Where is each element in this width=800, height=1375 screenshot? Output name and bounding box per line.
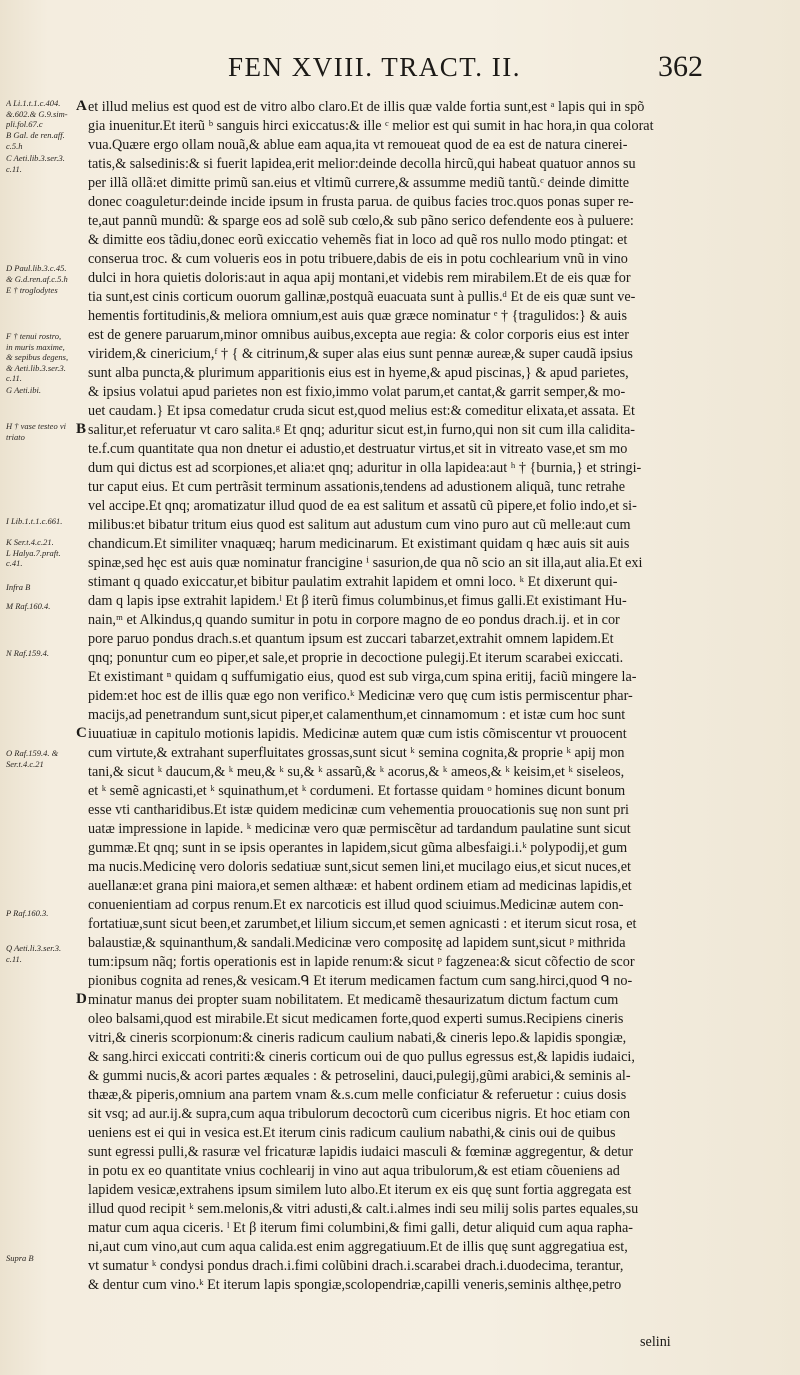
text-line: dam q lapis ipse extrahit lapidem.ˡ Et β iterũ fimus columbinus,et fimus galli.Et existimant Hu- (88, 593, 627, 609)
catchword: selini (640, 1334, 671, 1350)
text-line: tia sunt,est cinis corticum ouorum gallinæ,postquã euacuata sunt à pullis.ᵈ Et de eis quæ sunt ve- (88, 289, 636, 305)
text-line: & ipsius volatui apud parietes non est fixio,immo volat parum,et cantat,& garrit semper,& mo- (88, 384, 626, 400)
section-mark: D (76, 991, 87, 1007)
margin-note: N Raf.159.4. (6, 648, 49, 658)
text-line: uatæ impressione in lapide. ᵏ medicinæ vero quæ permiscẽtur ad tardandum paulatine sunt sicut (88, 821, 631, 837)
text-line: est de genere paruarum,minor omnibus auibus,excepta aue regia: & color corporis eius est inter (88, 327, 629, 343)
text-line: esse vti cantharidibus.Et istæ quidem medicinæ cum vehementia prouocationis suę non sunt pri (88, 802, 629, 818)
text-line: ma nucis.Medicinę vero doloris sedatiuæ sunt,sicut semen lini,et mucilago eius,et sicut nuces,et (88, 859, 631, 875)
text-line: illud quod recipit ᵏ sem.melonis,& vitri adusti,& calt.i.almes indi seu milij solis partes equales,su (88, 1201, 639, 1217)
text-line: fortatiuæ,sunt sicut been,et zarumbet,et lilium siccum,et semen agnicasti : et iterum sicut rosa, et (88, 916, 637, 932)
margin-note: Infra B (6, 582, 31, 592)
text-line: tani,& sicut ᵏ daucum,& ᵏ meu,& ᵏ su,& ᵏ assarũ,& ᵏ acorus,& ᵏ ameos,& ᵏ keisim,et ᵏ siseleos, (88, 764, 625, 780)
text-line: te.f.cum quantitate qua non dnetur ei adustio,et destruatur virtus,et sit in vitreato vase,et sm mo (88, 441, 628, 457)
text-line: macijs,ad penetrandum sunt,sicut piper,et calamenthum,et cinnamomum : et istæ cum hoc sunt (88, 707, 626, 723)
margin-note: Supra B (6, 1253, 34, 1263)
text-line: pionibus cognita ad renes,& vesicam.ᑫ Et iterum medicamen factum cum sang.hirci,quod ᑫ no- (88, 973, 633, 989)
margin-note: P Raf.160.3. (6, 908, 49, 918)
margin-note: M Raf.160.4. (6, 601, 51, 611)
text-line: cum virtute,& extrahant superfluitates grossas,sunt sicut ᵏ semina cognita,& proprie ᵏ apij mon (88, 745, 625, 761)
text-line: vua.Quære ergo ollam nouã,& ablue eam aqua,ita vt remoueat quod de ea est de natura cinerei- (88, 137, 628, 153)
margin-note: I Lib.1.t.1.c.661. (6, 516, 63, 526)
text-line: te,aut pannũ mundũ: & sparge eos ad solẽ sub cœlo,& sub pãno serico defendente eos à puluere: (88, 213, 634, 229)
text-line: stimant q quado exiccatur,et bibitur paulatim extrahit lapidem et omni loco. ᵏ Et dixerunt qui- (88, 574, 618, 590)
text-line: et illud melius est quod est de vitro albo claro.Et de illis quæ valde fortia sunt,est ᵃ lapis qui in spõ (88, 99, 645, 115)
text-line: milibus:et bibatur tritum eius quod est salitum aut adustum cum vino puro aut cũ melle:aut cum (88, 517, 631, 533)
running-head (0, 52, 800, 86)
text-line: vitri,& cineris scorpionum:& cineris radicum caulium nabati,& cineris lepo.& lapidis spongiæ, (88, 1030, 627, 1046)
running-title: FEN XVIII. TRACT. II. (228, 52, 521, 82)
text-line: dum qui dictus est ad scorpiones,et alia:et qnq; aduritur in olla lapidea:aut ʰ † {burnia,} et stringi- (88, 460, 642, 476)
text-line: vel accipe.Et qnq; aromatizatur illud quod de ea est salitum et assatũ cũ pipere,et folio indo,et si- (88, 498, 637, 514)
text-line: & dimitte eos tãdiu,donec eorũ exiccatio vehemẽs fiat in loco ad quẽ ros nullo modo ptingat: et (88, 232, 628, 248)
text-line: tum:ipsum nãq; fortis operationis est in lapide renum:& sicut ᵖ fagzenea:& sicut cõfectio de scor (88, 954, 635, 970)
text-line: gia inuenitur.Et iterũ ᵇ sanguis hirci exiccatus:& ille ᶜ melior est qui sumit in hac hora,in qua colorat (88, 118, 654, 134)
margin-note: O Raf.159.4. & Ser.t.4.c.21 (6, 748, 59, 769)
text-line: et ᵏ semẽ agnicasti,et ᵏ squinathum,et ᵏ cordumeni. Et fortasse quidam ᵒ homines dicunt bonum (88, 783, 626, 799)
text-line: sunt egressi pulli,& rasuræ vel fricaturæ lapidis iudaici masculi & fœminæ aggregentur, & detur (88, 1144, 634, 1160)
margin-note: G Aeti.ibi. (6, 385, 42, 395)
page-number: 362 (658, 50, 703, 83)
text-line: viridem,& cinericium,ᶠ † { & citrinum,& super alas eius sunt pennæ aureæ,& super caudã ipsius (88, 346, 633, 362)
text-line: tatis,& salsedinis:& si fuerit lapidea,erit melior:deinde decolla hircũ,qui habeat quatuor annos su (88, 156, 636, 172)
text-line: oleo balsami,quod est mirabile.Et sicut medicamen forte,quod experti sumus.Recipiens cineris (88, 1011, 624, 1027)
text-line: pore paruo pondus drach.s.et quantum ipsum est zuccari tabarzet,extrahit omnem lapidem.Et (88, 631, 614, 647)
text-line: sit vsq; ad aur.ij.& supra,cum aqua tribulorum decoctorũ cum ciceribus nigris. Et hoc etiam con (88, 1106, 631, 1122)
section-mark: A (76, 98, 87, 114)
text-line: matur cum aqua ciceris. ˡ Et β iterum fimi columbini,& fimi galli, detur aliquid cum aqua rapha- (88, 1220, 633, 1236)
text-line: gummæ.Et qnq; sunt in se ipsis operantes in lapidem,sicut gũma albesfaigi.i.ᵏ polypodij,et gum (88, 840, 628, 856)
text-line: & gummi nucis,& acori partes æquales : & petroselini, dauci,pulegij,gũmi arabici,& seminis al- (88, 1068, 631, 1084)
text-line: auellanæ:et grana pini maiora,et semen althææ: et habent ordinem etiam ad medicinas lapidis,et (88, 878, 632, 894)
margin-note: H † vase testeo vi triato (6, 421, 66, 442)
text-line: balaustiæ,& squinanthum,& sandali.Medicinæ vero compositę ad lapidem sunt,sicut ᵖ mithrida (88, 935, 626, 951)
text-line: tur caput eius. Et cum pertrãsit terminum assationis,tendens ad adustionem aliquã, tunc retrahe (88, 479, 625, 495)
text-line: conserua troc. & cum volueris eos in potu tribuere,dabis de eis in potu cochlearium vnũ in vino (88, 251, 628, 267)
text-line: per illã ollã:et dimitte primũ san.eius et vltimũ currere,& assumme mediũ tantũ.ᶜ deinde dimitte (88, 175, 630, 191)
margin-note: A Li.1.t.1.c.404. &.602.& G.9.sim- pli.fol.67.c (6, 98, 68, 129)
text-line: vt sumatur ᵏ condysi pondus drach.i.fimi colũbini drach.i.scarabei drach.i.duodecima, terantur, (88, 1258, 624, 1274)
text-line: conuenientiam ad corpus renum.Et ex narcoticis est illud quod sciuimus.Medicinæ autem con- (88, 897, 624, 913)
text-line: nain,ᵐ et Alkindus,q quando sumitur in potu in corpore magno de eo pondus drach.ij. et in cor (88, 612, 620, 628)
text-line: uet caudam.} Et ipsa comedatur cruda sicut est,quod melius est:& comeditur elixata,et assata. Et (88, 403, 635, 419)
text-line: spinæ,sed hęc est auis quæ nominatur francigine ⁱ sasurion,de qua nõ scio an sit illa,aut alia.Et exi (88, 555, 643, 571)
margin-note: K Ser.t.4.c.21. L Halya.7.praft. c.41. (6, 537, 61, 568)
text-line: hementis fortitudinis,& meliora omnium,est auis quæ græce nominatur ᵉ † {tragulidos:} & auis (88, 308, 627, 324)
text-line: minatur manus dei propter suam nobilitatem. Et medicamẽ thesaurizatum dictum factum cum (88, 992, 619, 1008)
text-line: pidem:et hoc est de illis quæ ego non verifico.ᵏ Medicinæ vero quę cum istis permiscentur phar- (88, 688, 633, 704)
text-line: sunt alba puncta,& plurimum apparitionis eius est in hyeme,& apud piscinas,} & apud parietes, (88, 365, 629, 381)
margin-note: E † troglodytes (6, 285, 58, 295)
margin-note: D Paul.lib.3.c.45. & G.d.ren.af.c.5.h (6, 263, 68, 284)
text-line: ni,aut cum vino,aut cum aqua calida.est enim aggregatiuum.Et de illis quę sunt aggregatiua est, (88, 1239, 628, 1255)
text-line: salitur,et referuatur vt caro salita.ᵍ Et qnq; aduritur sicut est,in furno,qui non sit cum illa calidita- (88, 422, 636, 438)
text-line: lapidem vesicæ,extrahens ipsum similem luto albo.Et iterum ex eis quę sunt fortia aggregata est (88, 1182, 632, 1198)
text-line: dulci in hora quietis doloris:aut in aqua apij montani,et videbis rem mirabilem.Et de eis quæ for (88, 270, 631, 286)
margin-note: C Aeti.lib.3.ser.3. c.11. (6, 153, 65, 174)
section-mark: C (76, 725, 87, 741)
section-mark: B (76, 421, 87, 437)
text-line: in potu ex eo quantitate vnius cochlearij in vino aut aqua tribulorum,& est etiam cõueniens ad (88, 1163, 620, 1179)
margin-note: Q Aeti.li.3.ser.3. c.11. (6, 943, 62, 964)
margin-note: B Gal. de ren.aff. c.5.h (6, 130, 65, 151)
text-line: iuuatiuæ in capitulo motionis lapidis. Medicinæ autem quæ cum istis cõmiscentur vt prouocent (88, 726, 627, 742)
text-line: qnq; ponuntur cum eo piper,et sale,et proprie in decoctione pulegij.Et iterum scarabei exiccati. (88, 650, 624, 666)
text-line: thææ,& piperis,omnium ana partem vnam &.s.cum melle conficiatur & referuetur : cuius dosis (88, 1087, 627, 1103)
text-line: & dentur cum vino.ᵏ Et iterum lapis spongiæ,scolopendriæ,capilli veneris,seminis althęe,petro (88, 1277, 622, 1293)
text-line: chandicum.Et similiter vnaquæq; harum medicinarum. Et existimant quidam q hæc auis sit auis (88, 536, 630, 552)
margin-note: F † tenui rostro, in muris maxime, & sepibus degens, & Aeti.lib.3.ser.3. c.11. (6, 331, 69, 383)
text-line: & sang.hirci exiccati contriti:& cineris corticum oui de quo pullus egressus est,& lapidis iudaici, (88, 1049, 635, 1065)
text-line: ueniens est ei qui in vesica est.Et iterum cinis radicum caulium nabathi,& cinis oui de quibus (88, 1125, 616, 1141)
text-line: donec coaguletur:deinde incide ipsum in frusta parua. de quibus facies troc.quos ponas super re- (88, 194, 634, 210)
text-line: Et existimant ⁿ quidam q suffumigatio eius, quod est sub virga,cum spina eritij, faciũ mingere la- (88, 669, 637, 685)
